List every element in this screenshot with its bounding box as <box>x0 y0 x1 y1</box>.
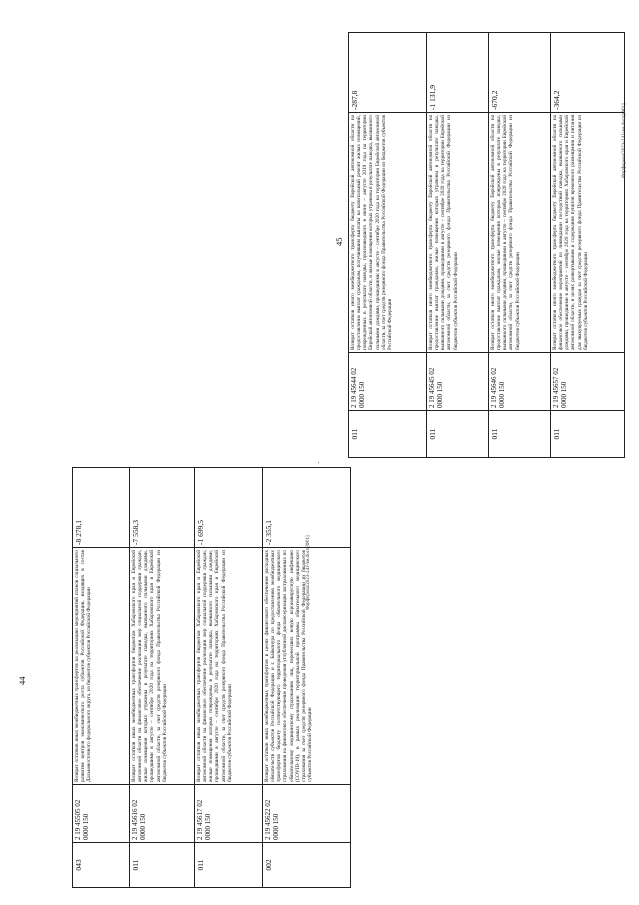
right-page <box>330 33 630 458</box>
left-page <box>12 468 312 890</box>
admin-code: 011 <box>195 843 263 888</box>
row-description: Возврат остатков иных межбюджетных трансфертов в целях финансового обеспечения расходных обязательств субъектов Российской Федерации и г. Байконура по предоставлению межбюджетных трансфертов бюджету соответствующего территориального фонда обязательного медицинского страхования на финансовое обеспечение проведения углубленной диспансеризации застрахованных по обязательному медицинскому страхованию лиц, перенесших новую коронавирусную инфекцию (COVID-19), в рамках реализации территориальной программы обязательного медицинского страхования за счет средств резервного фонда Правительства Российской Федерации из бюджетов субъектов Российской Федерации <box>263 548 351 785</box>
table-row <box>489 33 551 458</box>
scan-mark: ' <box>318 462 320 468</box>
table-row <box>349 33 427 458</box>
budget-code: 2 19 45644 02 0000 150 <box>349 353 427 411</box>
admin-code: 011 <box>130 843 195 888</box>
row-description: Возврат остатков иного межбюджетного трансферта бюджету Еврейской автономной области на предоставление выплат гражданам, жилые помещения которых утрачены в результате паводка, вызванного сильными дождями, прошедшими в августе – сентябре 2020 года на территории Еврейской автономной области, за счет средств резервного фонда Правительства Российской Федерации из бюджетов субъектов Российской Федерации <box>427 113 489 353</box>
row-amount: -8 278,1 <box>73 468 130 548</box>
budget-code: 2 19 45657 02 0000 150 <box>551 353 625 411</box>
table-row <box>73 468 130 888</box>
budget-code: 2 19 45622 02 0000 150 <box>263 785 351 843</box>
budget-code: 2 19 45646 02 0000 150 <box>489 353 551 411</box>
budget-code: 2 19 45645 02 0000 150 <box>427 353 489 411</box>
row-amount: -364,2 <box>551 33 625 113</box>
page-footer: Фарфорова/2023-241-эм.docx[Ф01] <box>622 103 627 178</box>
table-row <box>130 468 195 888</box>
admin-code: 011 <box>427 411 489 458</box>
page-number: 45 <box>334 237 344 246</box>
table-row <box>551 33 625 458</box>
row-description: Возврат остатков иных межбюджетных трансфертов бюджетам Хабаровского края и Еврейской автономной области на финансовое обеспечение реализации мер социальной поддержки граждан, жилые помещения которых повреждены в результате паводка, вызванного сильными дождями, прошедшими в августе – сентябре 2020 года на территориях Хабаровского края и Еврейской автономной области, за счет средств резервного фонда Правительства Российской Федерации из бюджетов субъектов Российской Федерации <box>195 548 263 785</box>
table-row <box>427 33 489 458</box>
row-description: Возврат остатков иного межбюджетного трансферта бюджету Еврейской автономной области на финансовое обеспечение мероприятий по ликвидации последствий паводка, вызванного сильными дождями, прошедшими в августе – сентябре 2020 года на территориях Хабаровского края и Еврейской автономной области, в целях развертывания и содержания пунктов временного размещения и питания для эвакуируемых граждан за счет средств резервного фонда Правительства Российской Федерации из бюджетов субъектов Российской Федерации <box>551 113 625 353</box>
row-amount: -2 355,1 <box>263 468 351 548</box>
table-row <box>263 468 351 888</box>
row-amount: -1 699,5 <box>195 468 263 548</box>
admin-code: 011 <box>349 411 427 458</box>
row-amount: -670,2 <box>489 33 551 113</box>
page-number: 44 <box>17 676 27 685</box>
budget-table <box>72 467 351 888</box>
admin-code: 011 <box>489 411 551 458</box>
admin-code: 011 <box>551 411 625 458</box>
row-amount: -287,8 <box>349 33 427 113</box>
row-amount: -7 558,3 <box>130 468 195 548</box>
row-description: Возврат остатков иного межбюджетного трансферта бюджету Еврейской автономной области на предоставление выплат гражданам, жилые помещения которых повреждены в результате паводка, вызванного сильными дождями, прошедшими в августе – сентябре 2020 года на территории Еврейской автономной области, за счет средств резервного фонда Правительства Российской Федерации из бюджетов субъектов Российской Федерации <box>489 113 551 353</box>
budget-table <box>348 32 625 458</box>
row-description: Возврат остатков иных межбюджетных трансфертов бюджетам Хабаровского края и Еврейской автономной области на финансовое обеспечение реализации мер социальной поддержки граждан, жилые помещения которых утрачены в результате паводка, вызванного сильными дождями, прошедшими в августе – сентябре 2020 года на территориях Хабаровского края и Еврейской автономной области, за счет средств резервного фонда Правительства Российской Федерации из бюджетов субъектов Российской Федерации <box>130 548 195 785</box>
budget-code: 2 19 45505 02 0000 150 <box>73 785 130 843</box>
table-row <box>195 468 263 888</box>
budget-code: 2 19 45617 02 0000 150 <box>195 785 263 843</box>
budget-code: 2 19 45616 02 0000 150 <box>130 785 195 843</box>
admin-code: 043 <box>73 843 130 888</box>
row-amount: -1 131,9 <box>427 33 489 113</box>
admin-code: 002 <box>263 843 351 888</box>
page-footer: Фарфорова/2023-241-эм.docx[Ф01] <box>306 535 311 610</box>
row-description: Возврат остатков иных межбюджетных трансфертов на реализацию мероприятий планов социального развития центров экономического роста субъектов Российской Федерации, входящих в состав Дальневосточного федерального округа, из бюджетов субъектов Российской Федерации <box>73 548 130 785</box>
row-description: Возврат остатков иного межбюджетного трансферта бюджету Еврейской автономной области на предоставление выплат гражданам, получившим выплаты на капитальный ремонт жилых помещений, поврежденных в результате паводка, произошедшего в июне – августе 2019 года на территории Еврейской автономной области, и жилые помещения которых утрачены в результате паводка, вызванного сильными дождями, прошедшими в августе – сентябре 2020 года на территории Еврейской автономной области, за счет средств резервного фонда Правительства Российской Федерации из бюджетов субъектов Российской Федерации <box>349 113 427 353</box>
